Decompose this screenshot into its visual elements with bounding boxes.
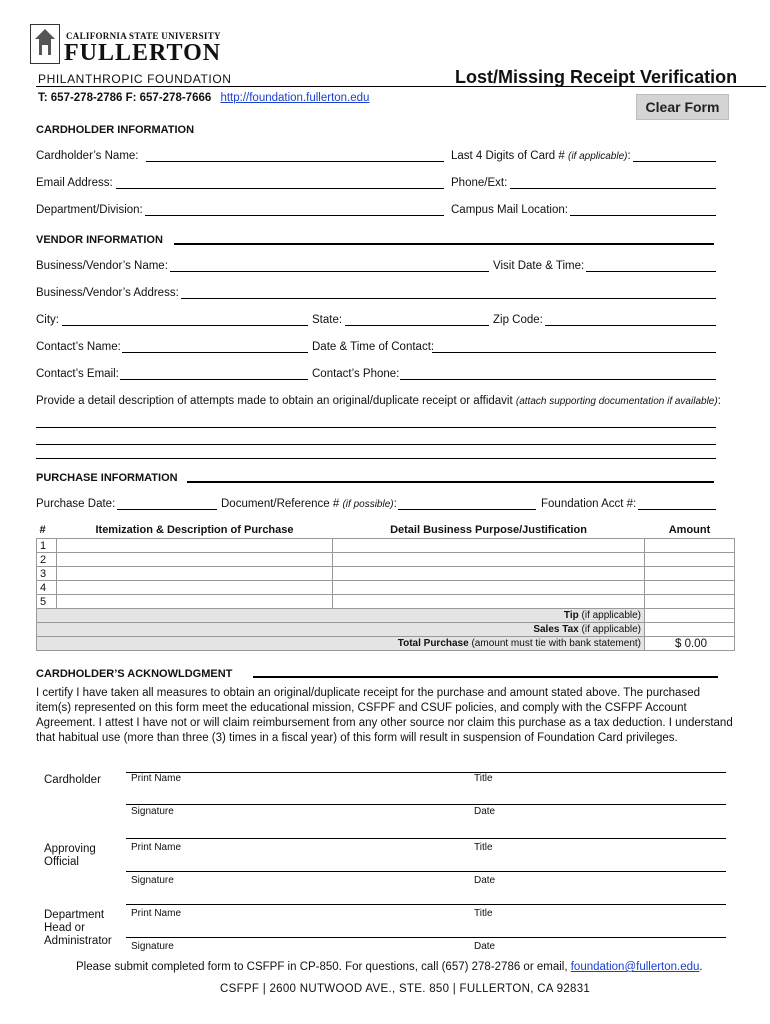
contact-date-label: Date & Time of Contact:	[312, 341, 435, 353]
city-label: City:	[36, 314, 59, 326]
purpose-cell[interactable]	[333, 553, 645, 567]
description-line-3[interactable]	[36, 457, 716, 459]
signature-label: Signature	[131, 941, 174, 952]
last4-label-group: Last 4 Digits of Card # (if applicable):	[451, 150, 631, 162]
dept-print-line[interactable]	[126, 903, 726, 905]
tip-label-cell	[37, 609, 645, 623]
dept-head-sign-label	[44, 909, 112, 948]
describe-text: Provide a detail description of attempts made to obtain an original/duplicate receipt or affidavit	[36, 395, 513, 407]
purpose-cell[interactable]	[333, 581, 645, 595]
contact-phones	[38, 92, 369, 104]
campus-mail-field[interactable]	[570, 214, 716, 216]
zip-field[interactable]	[545, 324, 716, 326]
table-row	[37, 567, 735, 581]
item-cell[interactable]	[57, 567, 333, 581]
vendor-heading-rule	[174, 243, 714, 245]
email-label: Email Address:	[36, 177, 113, 189]
title-label: Title	[474, 773, 493, 784]
tip-row	[37, 609, 735, 623]
description-line-1[interactable]	[36, 426, 716, 428]
item-cell[interactable]	[57, 553, 333, 567]
title-label: Title	[474, 842, 493, 853]
tax-label-cell	[37, 623, 645, 637]
purchase-heading-rule	[187, 481, 714, 483]
footer-address: CSFPF | 2600 NUTWOOD AVE., STE. 850 | FULLERTON, CA 92831	[220, 983, 591, 995]
clear-form-button[interactable]: Clear Form	[636, 94, 729, 120]
contact-date-field[interactable]	[432, 351, 716, 353]
zip-label: Zip Code:	[493, 314, 543, 326]
row-number: 5	[37, 595, 57, 609]
approving-line-1: Approving	[44, 843, 96, 855]
email-field[interactable]	[116, 187, 444, 189]
submission-text: Please submit completed form to CSFPF in CP-850. For questions, call (657) 278-2786 or email,	[76, 961, 568, 973]
table-row	[37, 581, 735, 595]
col-itemization: Itemization & Description of Purchase	[95, 524, 294, 536]
row-number: 3	[37, 567, 57, 581]
doc-ref-label: Document/Reference #	[221, 498, 340, 510]
total-row	[37, 637, 735, 651]
amount-cell[interactable]	[645, 539, 735, 553]
approving-signature-line[interactable]	[126, 870, 726, 872]
purchase-date-field[interactable]	[117, 508, 217, 510]
signature-label: Signature	[131, 875, 174, 886]
dept-line-3: Administrator	[44, 935, 112, 947]
approving-line-2: Official	[44, 856, 79, 868]
ack-text: I certify I have taken all measures to obtain an original/duplicate receipt for the purchase and amount stated above. The purchased item(s) represented on this form meet the educational mission, CSFPF and CSUF policies, and comply with the CSFPF Account Agreement. I attest I have not or will claim reimbursement from any other source nor claim this purchase as a tax deduction. I understand that habitual use (more than three (3) times in a fiscal year) of this form will result in suspension of Foundation Card privileges.	[36, 687, 733, 744]
signature-label: Signature	[131, 806, 174, 817]
state-label: State:	[312, 314, 343, 326]
purpose-cell[interactable]	[333, 539, 645, 553]
doc-ref-group: Document/Reference # (if possible):	[221, 498, 397, 510]
date-label: Date	[474, 875, 496, 886]
phone-fax-text: T: 657-278-2786 F: 657-278-7666	[38, 92, 212, 104]
cardholder-heading: CARDHOLDER INFORMATION	[36, 124, 195, 136]
last4-field[interactable]	[633, 160, 716, 162]
university-name: FULLERTON	[64, 40, 222, 66]
cardholder-name-field[interactable]	[146, 160, 444, 162]
col-amount: Amount	[668, 524, 711, 536]
tip-amount-cell[interactable]	[645, 609, 735, 623]
amount-cell[interactable]	[645, 595, 735, 609]
vendor-address-label: Business/Vendor’s Address:	[36, 287, 179, 299]
amount-cell[interactable]	[645, 581, 735, 595]
print-name-label: Print Name	[131, 842, 182, 853]
contact-phone-field[interactable]	[400, 378, 716, 380]
contact-name-label: Contact’s Name:	[36, 341, 121, 353]
university-seal-icon	[30, 24, 60, 64]
approving-sign-label	[44, 843, 96, 869]
print-name-label: Print Name	[131, 908, 182, 919]
foundation-acct-field[interactable]	[638, 508, 716, 510]
cardholder-name-label: Cardholder’s Name:	[36, 150, 139, 162]
table-row	[37, 539, 735, 553]
tax-label: Sales Tax	[533, 624, 579, 635]
date-label: Date	[474, 806, 496, 817]
date-label: Date	[474, 941, 496, 952]
doc-ref-field[interactable]	[398, 508, 536, 510]
dept-line-1: Department	[44, 909, 105, 921]
department-label: Department/Division:	[36, 204, 143, 216]
last4-label: Last 4 Digits of Card #	[451, 150, 565, 162]
tip-note: (if applicable)	[581, 610, 641, 621]
amount-cell[interactable]	[645, 553, 735, 567]
last4-note: (if applicable)	[567, 151, 628, 162]
form-title: Lost/Missing Receipt Verification	[455, 67, 738, 87]
dept-line-2: Head or	[44, 922, 85, 934]
city-field[interactable]	[62, 324, 308, 326]
total-amount: $ 0.00	[645, 637, 735, 651]
contact-email-field[interactable]	[120, 378, 308, 380]
row-number: 2	[37, 553, 57, 567]
amount-cell[interactable]	[645, 567, 735, 581]
visit-date-field[interactable]	[586, 270, 716, 272]
contact-name-field[interactable]	[122, 351, 308, 353]
print-name-label: Print Name	[131, 773, 182, 784]
describe-note: (attach supporting documentation if available)	[515, 396, 718, 407]
vendor-heading: VENDOR INFORMATION	[36, 234, 163, 246]
vendor-address-field[interactable]	[181, 297, 716, 299]
item-cell[interactable]	[57, 539, 333, 553]
purchase-table	[36, 522, 735, 651]
cardholder-print-line[interactable]	[126, 771, 726, 773]
ack-heading: CARDHOLDER’S ACKNOWLDGMENT	[36, 668, 233, 680]
visit-date-label: Visit Date & Time:	[493, 260, 585, 272]
cardholder-signature-line[interactable]	[126, 803, 726, 805]
row-number: 4	[37, 581, 57, 595]
purchase-date-label: Purchase Date:	[36, 498, 116, 510]
tax-row	[37, 623, 735, 637]
ack-heading-rule	[253, 676, 718, 678]
row-number: 1	[37, 539, 57, 553]
purchase-heading: PURCHASE INFORMATION	[36, 472, 178, 484]
vendor-name-field[interactable]	[170, 270, 489, 272]
total-label-cell	[37, 637, 645, 651]
campus-mail-label: Campus Mail Location:	[451, 204, 568, 216]
university-subtitle: CALIFORNIA STATE UNIVERSITY	[66, 31, 221, 41]
vendor-name-label: Business/Vendor’s Name:	[36, 260, 168, 272]
purpose-cell[interactable]	[333, 567, 645, 581]
tip-label: Tip	[563, 610, 579, 621]
phone-label: Phone/Ext:	[451, 177, 508, 189]
item-cell[interactable]	[57, 581, 333, 595]
table-row	[37, 595, 735, 609]
foundation-email-link[interactable]: foundation@fullerton.edu	[570, 961, 700, 973]
contact-phone-label: Contact’s Phone:	[312, 368, 400, 380]
total-label: Total Purchase	[397, 638, 469, 649]
foundation-acct-label: Foundation Acct #:	[541, 498, 637, 510]
table-row	[37, 553, 735, 567]
purpose-cell[interactable]	[333, 595, 645, 609]
purchase-table-header	[37, 522, 735, 539]
describe-prompt: Provide a detail description of attempts made to obtain an original/duplicate receipt or affidavit (attach supporting documentation if available):	[36, 395, 721, 407]
col-purpose: Detail Business Purpose/Justification	[390, 524, 587, 536]
contact-email-label: Contact’s Email:	[36, 368, 119, 380]
cardholder-sign-label: Cardholder	[44, 774, 101, 786]
item-cell[interactable]	[57, 595, 333, 609]
dept-signature-line[interactable]	[126, 936, 726, 938]
submission-period: .	[699, 961, 703, 973]
state-field[interactable]	[345, 324, 489, 326]
doc-ref-note: (if possible)	[342, 499, 394, 510]
foundation-link[interactable]: http://foundation.fullerton.edu	[220, 92, 370, 104]
approving-print-line[interactable]	[126, 837, 726, 839]
col-number: #	[39, 524, 46, 536]
phone-field[interactable]	[510, 187, 716, 189]
submission-note	[76, 961, 703, 973]
tax-note: (if applicable)	[581, 624, 641, 635]
department-field[interactable]	[145, 214, 444, 216]
foundation-name: PHILANTHROPIC FOUNDATION	[38, 72, 232, 86]
title-label: Title	[474, 908, 493, 919]
total-note: (amount must tie with bank statement)	[471, 638, 641, 649]
description-line-2[interactable]	[36, 443, 716, 445]
tax-amount-cell[interactable]	[645, 623, 735, 637]
